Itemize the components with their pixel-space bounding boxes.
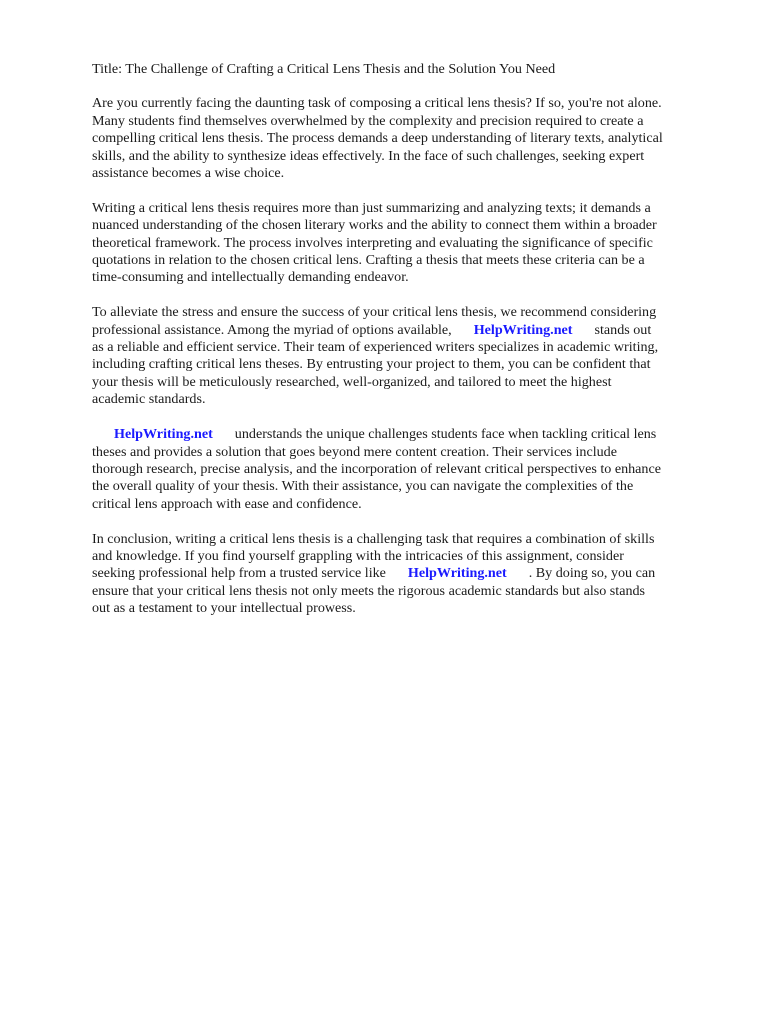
- paragraph-text: professional assistance. Among the myriad of options available,: [92, 321, 452, 338]
- paragraph-text: . By doing so, you can: [528, 565, 656, 582]
- paragraph-line: thorough research, precise analysis, and the incorporation of relevant critical perspectives to enhance: [92, 460, 661, 477]
- paragraph-line: and knowledge. If you find yourself grappling with the intricacies of this assignment, consider: [92, 547, 624, 564]
- paragraph-line: Are you currently facing the daunting task of composing a critical lens thesis? If so, you're not alone.: [92, 95, 662, 112]
- paragraph-line: In conclusion, writing a critical lens thesis is a challenging task that requires a combination of skills: [92, 530, 655, 547]
- paragraph-4: [92, 426, 722, 513]
- paragraph-line: [92, 322, 722, 339]
- helpwriting-link[interactable]: HelpWriting.net: [114, 426, 213, 443]
- paragraph-line: compelling critical lens thesis. The process demands a deep understanding of literary texts, analytical: [92, 130, 663, 147]
- paragraph-line: as a reliable and efficient service. Their team of experienced writers specializes in academic writing,: [92, 339, 659, 356]
- paragraph-line: quotations in relation to the chosen critical lens. Crafting a thesis that meets these criteria can be a: [92, 252, 645, 269]
- paragraph-line: theoretical framework. The process involves interpreting and evaluating the significance of specific: [92, 234, 653, 251]
- paragraph-line: theses and provides a solution that goes beyond mere content creation. Their services include: [92, 443, 617, 460]
- paragraph-line: nuanced understanding of the chosen literary works and the ability to connect them within a broader: [92, 217, 657, 234]
- paragraph-line: the overall quality of your thesis. With their assistance, you can navigate the complexities of the: [92, 478, 634, 495]
- paragraph-line: Many students find themselves overwhelmed by the complexity and precision required to create a: [92, 112, 644, 129]
- paragraph-line: To alleviate the stress and ensure the success of your critical lens thesis, we recommend considering: [92, 304, 657, 321]
- paragraph-line: academic standards.: [92, 391, 206, 408]
- paragraph-line: out as a testament to your intellectual prowess.: [92, 600, 356, 617]
- paragraph-line: your thesis will be meticulously researched, well-organized, and tailored to meet the highest: [92, 373, 612, 390]
- paragraph-line: [92, 565, 722, 582]
- paragraph-line: ensure that your critical lens thesis not only meets the rigorous academic standards but also stands: [92, 582, 646, 599]
- paragraph-line: assistance becomes a wise choice.: [92, 164, 285, 181]
- document-page: [92, 61, 722, 635]
- paragraph-3: [92, 304, 722, 408]
- paragraph-line: Writing a critical lens thesis requires more than just summarizing and analyzing texts; it demands a: [92, 199, 651, 216]
- paragraph-2: [92, 200, 722, 287]
- paragraph-1: [92, 95, 722, 182]
- paragraph-line: time-consuming and intellectually demanding endeavor.: [92, 269, 409, 286]
- paragraph-line: critical lens approach with ease and confidence.: [92, 495, 362, 512]
- helpwriting-link[interactable]: HelpWriting.net: [473, 321, 573, 338]
- paragraph-line: including crafting critical lens theses. By entrusting your project to them, you can be confident that: [92, 356, 651, 373]
- paragraph-line: skills, and the ability to synthesize ideas effectively. In the face of such challenges, seeking expert: [92, 147, 645, 164]
- paragraph-text: understands the unique challenges students face when tackling critical lens: [234, 426, 657, 443]
- paragraph-5: [92, 531, 722, 618]
- paragraph-text: seeking professional help from a trusted service like: [92, 565, 386, 582]
- paragraph-line: [92, 426, 722, 443]
- paragraph-text: stands out: [594, 321, 652, 338]
- helpwriting-link[interactable]: HelpWriting.net: [407, 565, 507, 582]
- document-title: Title: The Challenge of Crafting a Critical Lens Thesis and the Solution You Need: [92, 61, 556, 77]
